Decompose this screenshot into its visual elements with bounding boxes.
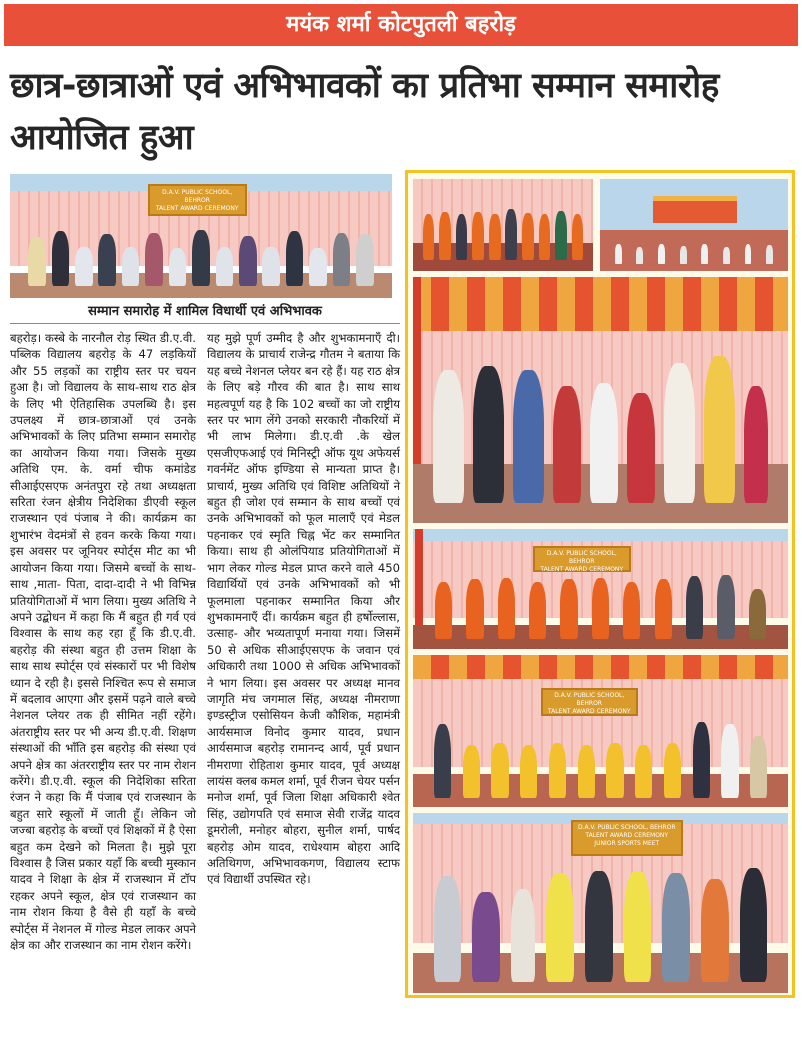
header-banner: मयंक शर्मा कोटपुतली बहरोड़	[4, 4, 798, 46]
signboard	[148, 184, 247, 216]
signboard-line: TALENT AWARD CEREMONY	[540, 565, 624, 573]
collage-photo-1	[413, 179, 593, 271]
signboard-line: TALENT AWARD CEREMONY	[155, 204, 239, 212]
photo-collage	[405, 170, 795, 998]
collage-photo-6	[413, 813, 788, 993]
collage-photo-5	[413, 655, 788, 807]
signboard-line: D.A.V. PUBLIC SCHOOL, BEHROR	[162, 188, 233, 204]
page-headline: छात्र-छात्राओं एवं अभिभावकों का प्रतिभा सम्मान समारोह आयोजित हुआ	[10, 66, 719, 158]
collage-photo-4	[413, 529, 788, 649]
photo-caption: सम्मान समारोह में शामिल विधार्थी एवं अभिभावक	[10, 300, 400, 324]
collage-photo-3	[413, 277, 788, 523]
article-column-1: बहरोड़। कस्बे के नारनौल रोड़ स्थित डी.ए.वी. पब्लिक विद्यालय बहरोड़ के 47 लड़कियों और 55 लड़कों का राष्ट्रीय स्तर पर चयन हुआ है। जो विद्यालय के साथ-साथ राठ क्षेत्र के लिए भी ऐतिहासिक उपलब्धि है। इस उपलक्ष्य में छात्र-छात्राओं एवं उनके अभिभावकों के लिए प्रतिभा सम्मान समारोह का आयोजन किया गया। जिसके मुख्य अतिथि एम. के. वर्मा चीफ कमांडेड सीआईएसएफ अनंतपुरा रहे तथा अध्यक्षता सरिता रंजन क्षेत्रीय निदेशिका डीएवी स्कूल राजस्थान एवं पंजाब ने की। कार्यक्रम का शुभारंभ वेदमंत्रों से हवन करके किया गया। इस अवसर पर जूनियर स्पोर्ट्स मीट का भी आयोजन किया गया। जिसमे बच्चों के साथ-साथ ,माता- पिता, दादा-दादी ने भी विभिन्न प्रतियोगिताओं में भाग लिया। मुख्य अतिथि ने अपने उद्बोधन में कहा कि मैं बहुत ही गर्व एवं विश्वास के साथ कह रहा हूँ कि डी.ए.वी. बहरोड़ की संस्था बहुत ही उत्तम शिक्षा के साथ साथ स्पोर्ट्स एवं संस्कारों पर भी विशेष ध्यान दे रही है। इससे निश्चित रूप से समाज में बदलाव आएगा और इसमें पढ़ने वाले बच्चे नेशनल प्लेयर तक ही सीमित नहीं रहेंगे। अंतराष्ट्रीय स्तर पर भी अन्य डी.ए.वी. शिक्षण संस्थाओं की भाँति इस बहरोड़ की संस्था एवं अपने क्षेत्र का अंतरराष्ट्रीय स्तर पर नाम रोशन करेंगे। डी.ए.वी. स्कूल की निदेशिका सरिता रंजन ने कहा कि मैं पंजाब एवं राजस्थान के बहुत सारे स्कूलों में जाती हूँ। लेकिन जो जज्बा बहरोड़ के बच्चों एवं शिक्षकों में है ऐसा बहुत कम देखने को मिलता है। मुझे पूरा विश्वास है जिस प्रकार यहाँ कि बच्ची मुस्कान यादव ने शिक्षा के क्षेत्र में राजस्थान में टॉप रहकर अपने स्कूल, क्षेत्र एवं राजस्थान का नाम रोशन किया है वैसे ही यहाँ के बच्चे स्पोर्ट्स में नेशनल में गोल्ड मेडल लाकर अपने क्षेत्र का और राजस्थान का नाम रोशन करेंगे।	[10, 331, 196, 953]
signboard-line: JUNIOR SPORTS MEET	[594, 840, 660, 848]
collage-photo-2	[600, 179, 788, 271]
signboard-line: D.A.V. PUBLIC SCHOOL, BEHROR	[577, 824, 676, 832]
signboard-line: TALENT AWARD CEREMONY	[585, 832, 669, 840]
main-photo	[10, 174, 392, 298]
article-column-2: यह मुझे पूर्ण उम्मीद है और शुभकामनाएँ दी। विद्यालय के प्राचार्य राजेन्द्र गौतम ने बताया कि यह बच्चे नेशनल प्लेयर बन रहे हैं। यह राठ क्षेत्र के लिए बड़े गौरव की बात है। साथ साथ महत्वपूर्ण यह है कि 102 बच्चों का जो राष्ट्रीय स्तर पर भाग लेंगे उनको सरकारी नौकरियों में भी लाभ मिलेगा। डी.ए.वी .के खेल एसजीएफआई एवं मिनिस्ट्री ऑफ यूथ अफेयर्स गवर्नमेंट ऑफ इण्डिया से मान्यता प्राप्त है। प्राचार्य, मुख्य अतिथि एवं विशिष्ट अतिथियों ने बहुत ही जोश एवं सम्मान के साथ बच्चों एवं उनके अभिभावकों को फूल मालाएँ एवं मेडल पहनाकर एवं स्मृति चिह्न भेंट कर सम्मानित किया। साथ ही ओलंपियाड प्रतियोगिताओं में भाग लेकर गोल्ड मेडल प्राप्त करने वाले 450 विद्यार्थियों एवं उनके अभिभावकों को भी फूलमाला पहनाकर सम्मानित किया और शुभकामनाएँ दीं। कार्यक्रम बहुत ही हर्षोल्लास, उत्साह- और भव्यतापूर्ण मनाया गया। जिसमें 50 से अधिक सीआईएसएफ के जवान एवं अधिकारी तथा 1000 से अधिक अभिभावकों ने भाग लिया। इस अवसर पर अध्यक्ष मानव जागृति मंच जगमाल सिंह, अध्यक्ष नीमराणा इण्डस्ट्रीज एसोसियन केजी कौशिक, महामंत्री आर्यसमाज विनोद कुमार यादव, प्रधान आर्यसमाज बहरोड़ रामानन्द आर्य, पूर्व प्रधान नीमराणा रोहिताश कुमार यादव, पूर्व अध्यक्ष लायंस क्लब कमल शर्मा, पूर्व रीजन चेयर पर्सन मनोज शर्मा, पूर्व जिला शिक्षा अधिकारी श्वेत सिंह, उद्योगपति एवं समाज सेवी राजेंद्र यादव डूमरोली, मनोहर बोहरा, सुनील शर्मा, पार्षद बहरोड़ ओम यादव, राधेश्याम बोहरा आदि अतिथिगण, अभिभावकगण, विद्यालय स्टाफ एवं विद्यार्थी उपस्थित रहे।	[207, 331, 400, 887]
signboard-line: D.A.V. PUBLIC SCHOOL, BEHROR	[554, 692, 625, 708]
signboard-line: D.A.V. PUBLIC SCHOOL, BEHROR	[546, 549, 617, 565]
signboard-line: TALENT AWARD CEREMONY	[547, 708, 631, 716]
